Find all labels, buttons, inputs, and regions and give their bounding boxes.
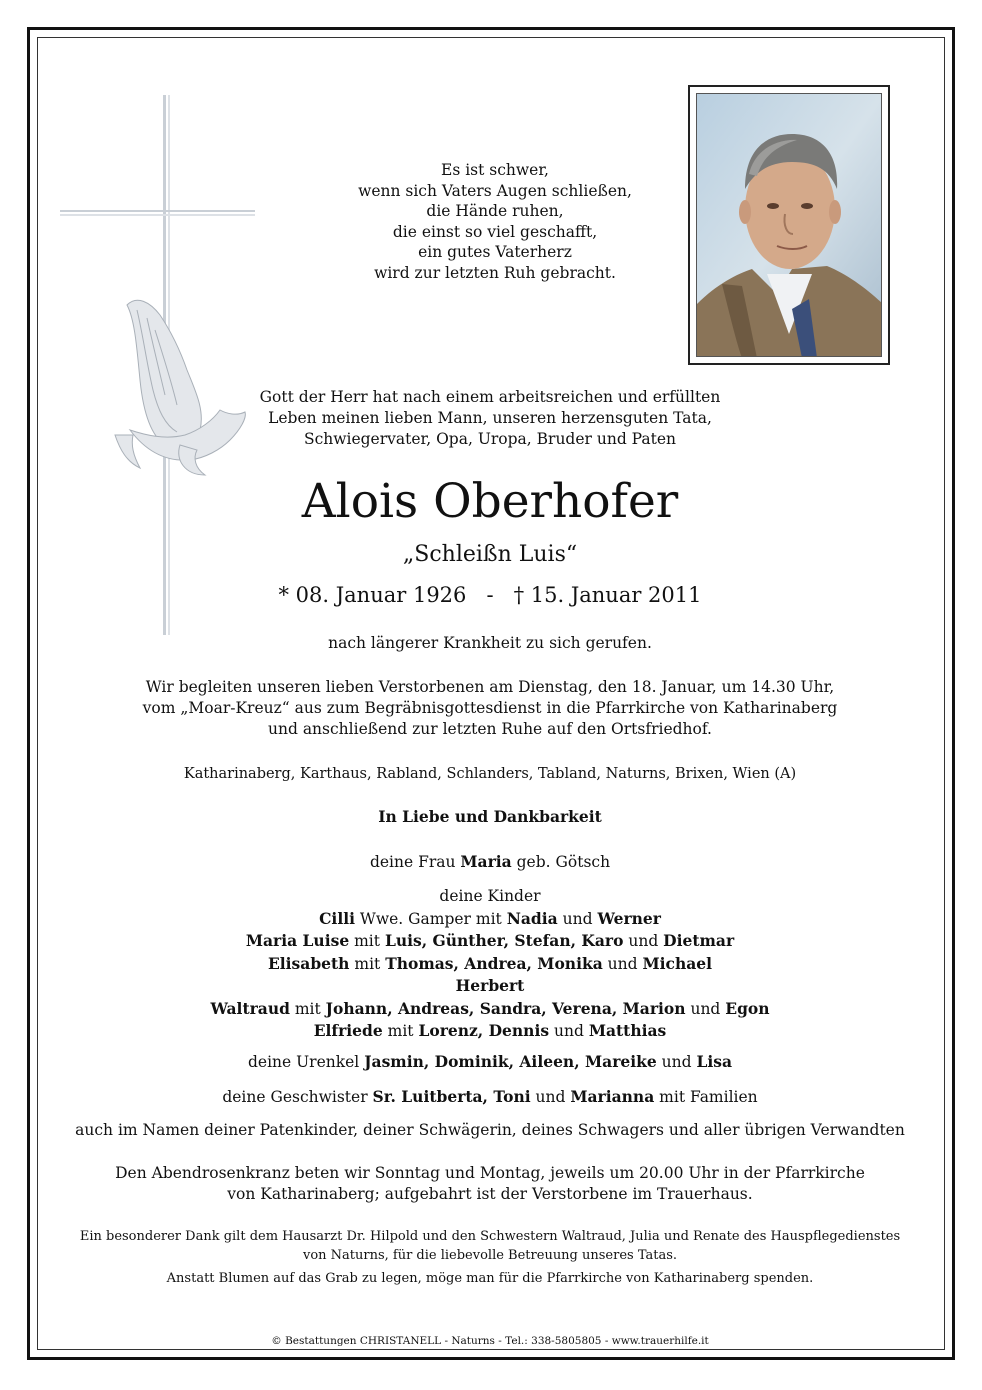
child-line: Elisabeth mit Thomas, Andrea, Monika und Michael bbox=[267, 953, 713, 973]
deceased-name: Alois Oberhofer bbox=[301, 474, 679, 529]
thanks-line: von Naturns, für die liebevolle Betreuung unseres Tatas. bbox=[302, 1247, 678, 1263]
funeral-text bbox=[80, 677, 900, 740]
funeral-line: Wir begleiten unseren lieben Verstorbenen am Dienstag, den 18. Januar, um 14.30 Uhr, bbox=[145, 678, 835, 696]
death-date: † 15. Januar 2011 bbox=[513, 583, 702, 607]
poem-line: Es ist schwer, bbox=[441, 161, 549, 179]
poem-line: wenn sich Vaters Augen schließen, bbox=[358, 181, 632, 200]
portrait-photo bbox=[697, 94, 882, 357]
rosary-line: von Katharinaberg; aufgebahrt ist der Verstorbene im Trauerhaus. bbox=[227, 1185, 753, 1203]
child-line: Elfriede mit Lorenz, Dennis und Matthias bbox=[313, 1021, 667, 1040]
wife-line bbox=[120, 851, 860, 873]
wife-name: Maria bbox=[460, 852, 512, 871]
great-grandchildren-line: deine Urenkel Jasmin, Dominik, Aileen, Mareike und Lisa bbox=[247, 1052, 733, 1071]
intro-text bbox=[200, 387, 780, 450]
deceased-nickname: „Schleißn Luis“ bbox=[402, 542, 578, 567]
places-text: Katharinaberg, Karthaus, Rabland, Schlanders, Tabland, Naturns, Brixen, Wien (A) bbox=[183, 766, 797, 782]
funeral-line: und anschließend zur letzten Ruhe auf den Ortsfriedhof. bbox=[268, 720, 712, 738]
poem-line: die einst so viel geschafft, bbox=[392, 222, 598, 241]
others-line: auch im Namen deiner Patenkinder, deiner Schwägerin, deines Schwagers und aller übrigen Verwandten bbox=[75, 1121, 905, 1139]
wife-post: geb. Götsch bbox=[511, 853, 611, 871]
children-label: deine Kinder bbox=[439, 887, 541, 905]
footer-text: © Bestattungen CHRISTANELL - Naturns - Tel.: 338-5805805 - www.trauerhilfe.it bbox=[271, 1335, 709, 1347]
poem bbox=[330, 160, 660, 283]
child-line: Waltraud mit Johann, Andreas, Sandra, Verena, Marion und Egon bbox=[210, 998, 770, 1018]
poem-line: wird zur letzten Ruh gebracht. bbox=[374, 263, 616, 282]
funeral-line: vom „Moar-Kreuz“ aus zum Begräbnisgottesdienst in die Pfarrkirche von Katharinaberg bbox=[142, 699, 838, 717]
poem-line: die Hände ruhen, bbox=[426, 202, 564, 220]
child-line: Cilli Wwe. Gamper mit Nadia und Werner bbox=[319, 908, 661, 928]
children-block bbox=[120, 885, 860, 1043]
siblings-line: deine Geschwister Sr. Luitberta, Toni und Marianna mit Familien bbox=[222, 1087, 758, 1106]
life-dates bbox=[200, 580, 780, 610]
child-line: Maria Luise mit Luis, Günther, Stefan, Karo und Dietmar bbox=[245, 931, 735, 950]
intro-line: Leben meinen lieben Mann, unseren herzensguten Tata, bbox=[268, 409, 712, 427]
wife-pre: deine Frau bbox=[369, 853, 461, 871]
thanks-text bbox=[55, 1228, 925, 1265]
flowers-text: Anstatt Blumen auf das Grab zu legen, möge man für die Pfarrkirche von Katharinaberg spenden. bbox=[166, 1271, 814, 1286]
rosary-line: Den Abendrosenkranz beten wir Sonntag und Montag, jeweils um 20.00 Uhr in der Pfarrkirche bbox=[115, 1164, 865, 1182]
child-line: Herbert bbox=[455, 976, 525, 995]
mourners-heading: In Liebe und Dankbarkeit bbox=[378, 807, 602, 826]
date-separator: - bbox=[486, 583, 494, 607]
thanks-line: Ein besonderer Dank gilt dem Hausarzt Dr. Hilpold und den Schwestern Waltraud, Julia und Renate des Hauspflegedienstes bbox=[79, 1229, 901, 1244]
called-text: nach längerer Krankheit zu sich gerufen. bbox=[328, 634, 652, 652]
birth-date: * 08. Januar 1926 bbox=[278, 583, 467, 607]
portrait-frame bbox=[688, 85, 890, 365]
poem-line: ein gutes Vaterherz bbox=[418, 243, 572, 261]
rosary-text bbox=[70, 1163, 910, 1205]
intro-line: Gott der Herr hat nach einem arbeitsreichen und erfüllten bbox=[259, 388, 721, 406]
intro-line: Schwiegervater, Opa, Uropa, Bruder und Paten bbox=[303, 430, 677, 448]
